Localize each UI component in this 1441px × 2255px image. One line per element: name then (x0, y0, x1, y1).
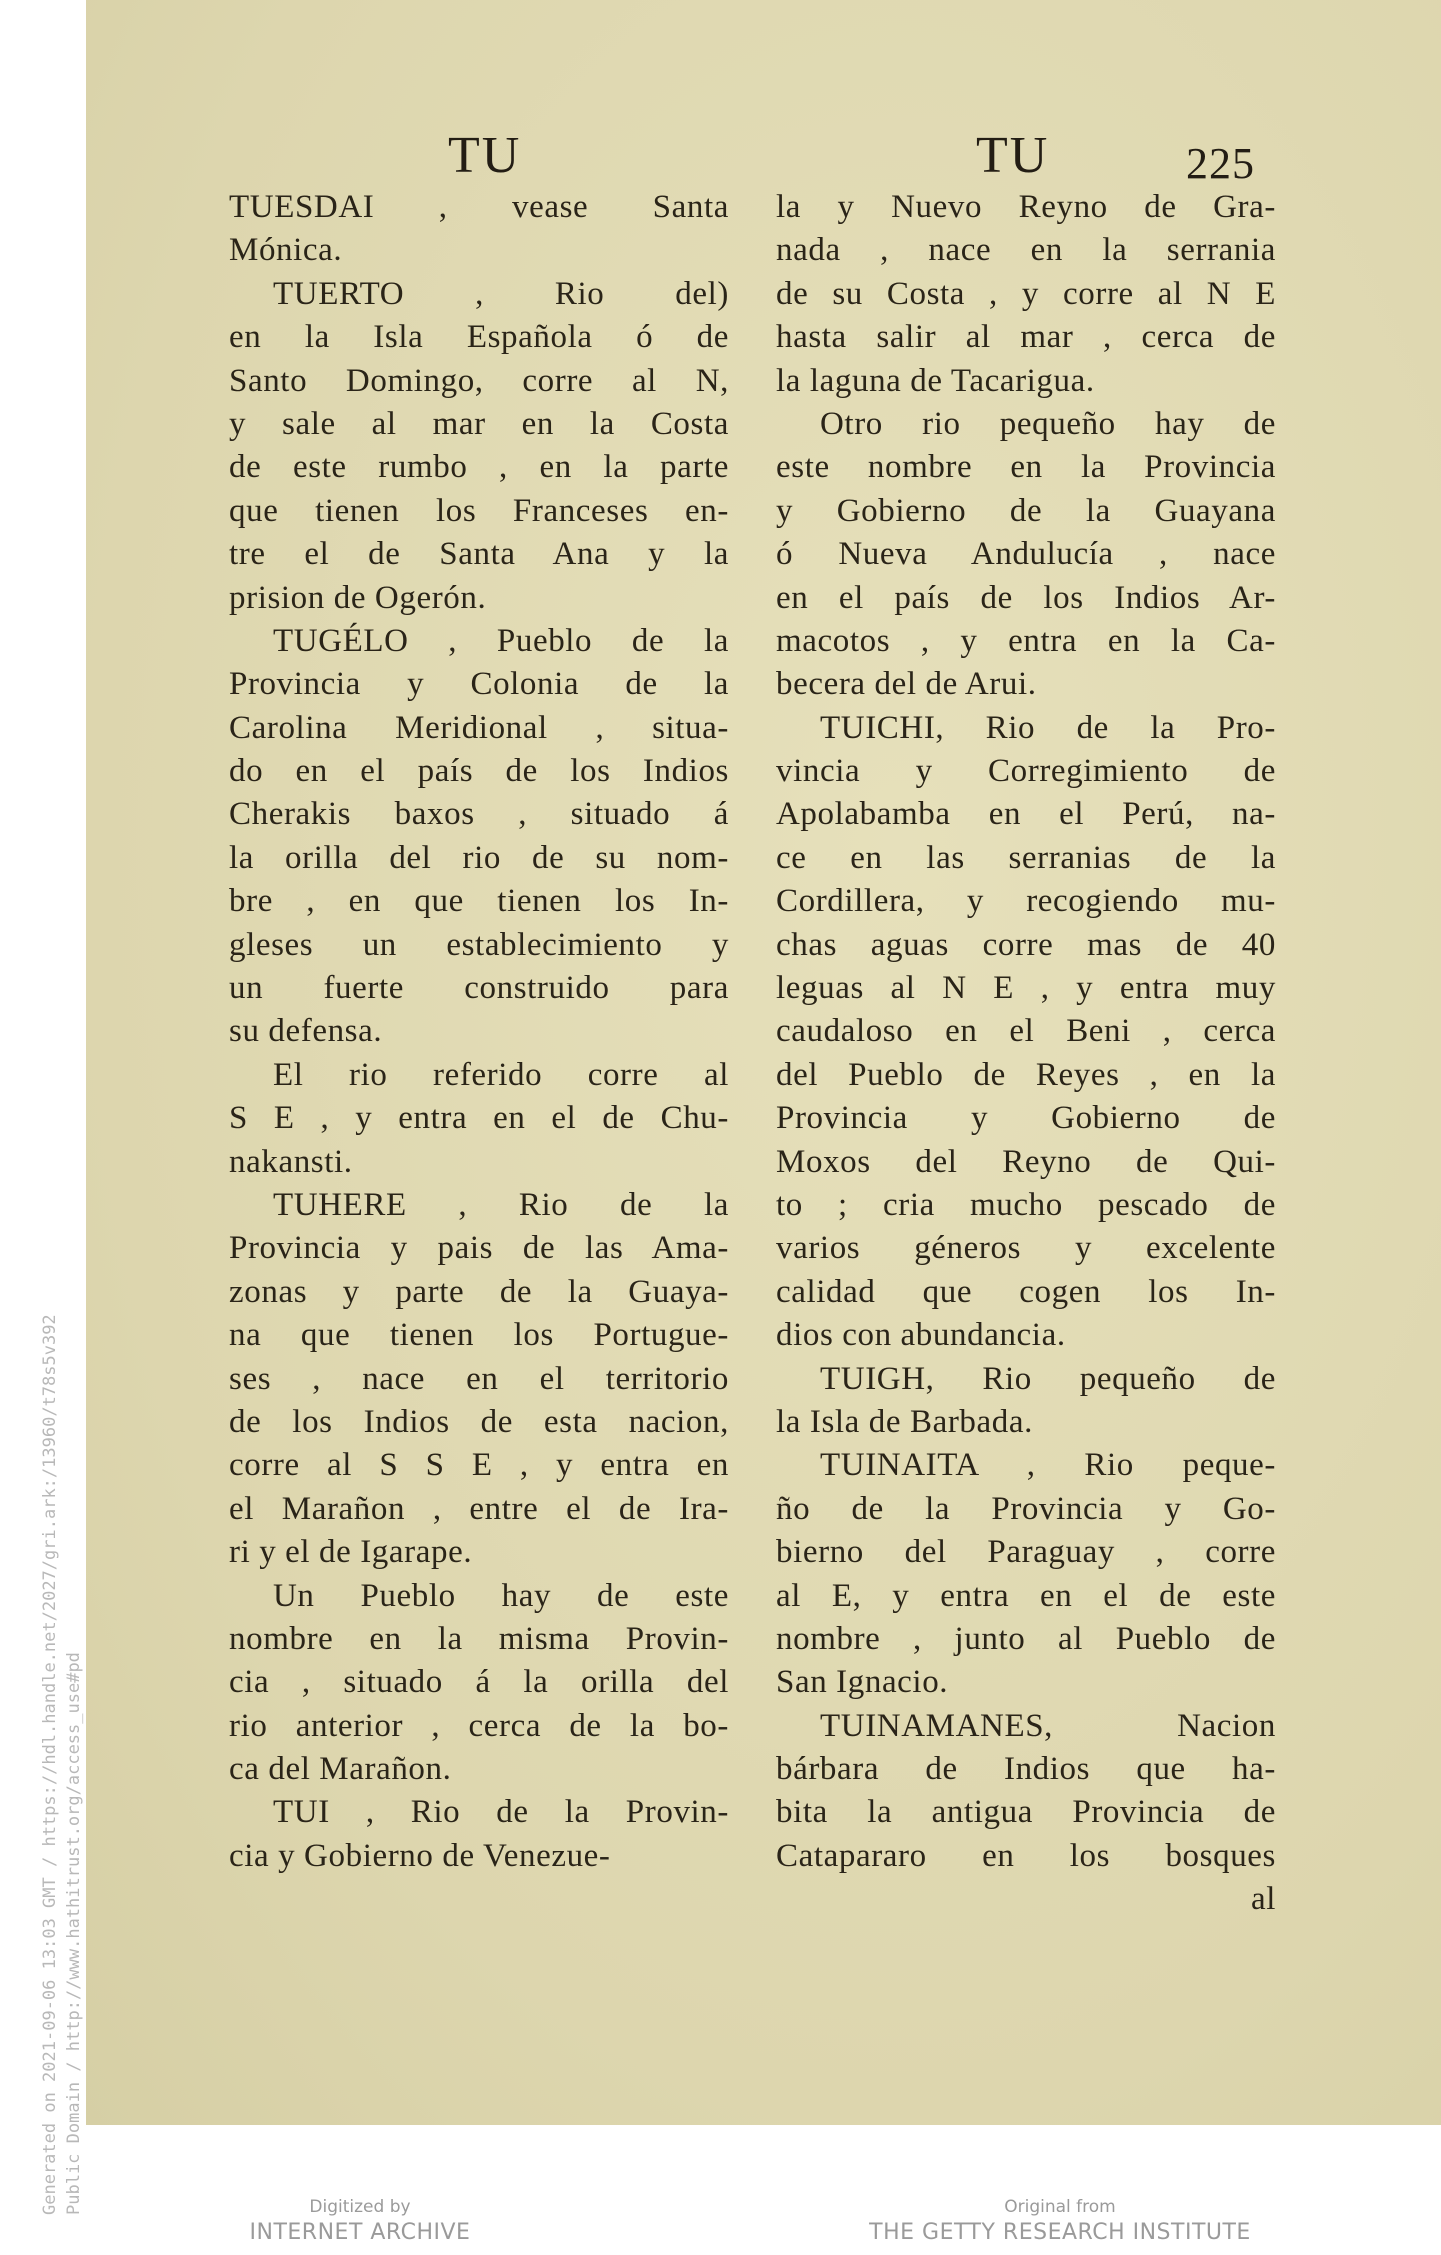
left-column-text (229, 186, 729, 1878)
running-head-left: TU (448, 127, 522, 184)
text-line: el Marañon , entre el de Ira- (229, 1490, 729, 1527)
running-head-right: TU (976, 127, 1050, 184)
text-line: nada , nace en la serrania (776, 232, 1276, 269)
text-line: al E, y entra en el de este (776, 1577, 1276, 1614)
text-line: tre el de Santa Ana y la (229, 536, 729, 573)
generation-stamp (38, 1314, 86, 2215)
text-line: corre al S S E , y entra en (229, 1447, 729, 1484)
text-line: Mónica. (229, 232, 343, 269)
text-line: ce en las serranias de la (776, 839, 1276, 876)
text-line: ño de la Provincia y Go- (776, 1490, 1276, 1527)
text-line: este nombre en la Provincia (776, 449, 1276, 486)
text-line: la Isla de Barbada. (776, 1403, 1033, 1440)
digitized-by-label: Digitized by (309, 2197, 411, 2217)
text-line: ó Nueva Andulucía , nace (776, 536, 1276, 573)
text-line: TUERTO , Rio del) (273, 275, 729, 312)
text-line: de este rumbo , en la parte (229, 449, 729, 486)
text-line: Cherakis baxos , situado á (229, 796, 729, 833)
text-line: de su Costa , y corre al N E (776, 275, 1276, 312)
text-line: ri y el de Igarape. (229, 1534, 473, 1571)
text-line: TUHERE , Rio de la (273, 1186, 729, 1223)
text-line: prision de Ogerón. (229, 579, 487, 616)
text-line: cia y Gobierno de Venezue- (229, 1837, 611, 1874)
text-line: cia , situado á la orilla del (229, 1664, 729, 1701)
text-line: do en el país de los Indios (229, 753, 729, 790)
text-line: un fuerte construido para (229, 970, 729, 1007)
right-column-text (776, 186, 1276, 1922)
text-line: macotos , y entra en la Ca- (776, 622, 1276, 659)
text-line: que tienen los Franceses en- (229, 492, 729, 529)
text-line: nombre en la misma Provin- (229, 1620, 729, 1657)
text-line: gleses un establecimiento y (229, 926, 729, 963)
text-line: S E , y entra en el de Chu- (229, 1100, 729, 1137)
digitized-by-credit (230, 2196, 490, 2248)
text-line: Un Pueblo hay de este (273, 1577, 729, 1614)
text-line: TUINAMANES, Nacion (820, 1707, 1276, 1744)
text-line: ca del Marañon. (229, 1751, 452, 1788)
text-line: TUGÉLO , Pueblo de la (273, 622, 729, 659)
stamp-line-2: Public Domain / http://www.hathitrust.org/access_use#pd (64, 1652, 84, 2215)
text-line: varios géneros y excelente (776, 1230, 1276, 1267)
text-line: al (1250, 1881, 1276, 1918)
stamp-line-1: Generated on 2021-09-06 13:03 GMT / https://hdl.handle.net/2027/gri.ark:/13960/t78s5v392 (40, 1314, 60, 2215)
text-line: la y Nuevo Reyno de Gra- (776, 189, 1276, 225)
text-line: rio anterior , cerca de la bo- (229, 1707, 729, 1744)
text-line: to ; cria mucho pescado de (776, 1186, 1276, 1223)
text-line: y sale al mar en la Costa (229, 405, 729, 442)
text-line: bre , en que tienen los In- (229, 883, 729, 920)
text-line: Provincia y Colonia de la (229, 666, 729, 703)
text-line: y Gobierno de la Guayana (776, 492, 1276, 529)
text-line: TUI , Rio de la Provin- (273, 1794, 729, 1831)
text-line: chas aguas corre mas de 40 (776, 926, 1276, 963)
text-line: su defensa. (229, 1013, 383, 1050)
page-number: 225 (1186, 139, 1255, 188)
internet-archive-label: INTERNET ARCHIVE (249, 2220, 471, 2245)
text-line: Provincia y pais de las Ama- (229, 1230, 729, 1267)
text-line: TUICHI, Rio de la Pro- (820, 709, 1276, 746)
text-line: la laguna de Tacarigua. (776, 362, 1095, 399)
text-line: El rio referido corre al (273, 1056, 729, 1093)
original-from-label: Original from (1004, 2197, 1116, 2217)
text-line: caudaloso en el Beni , cerca (776, 1013, 1276, 1050)
text-line: de los Indios de esta nacion, (229, 1403, 729, 1440)
text-line: Moxos del Reyno de Qui- (776, 1143, 1276, 1180)
text-line: dios con abundancia. (776, 1317, 1066, 1354)
text-line: Santo Domingo, corre al N, (229, 362, 729, 399)
text-line: San Ignacio. (776, 1664, 949, 1701)
text-line: TUIGH, Rio pequeño de (820, 1360, 1276, 1397)
text-line: TUESDAI , vease Santa (229, 189, 729, 225)
text-line: nakansti. (229, 1143, 353, 1180)
text-line: na que tienen los Portugue- (229, 1317, 729, 1354)
text-line: Carolina Meridional , situa- (229, 709, 729, 746)
text-line: bárbara de Indios que ha- (776, 1751, 1276, 1788)
text-line: hasta salir al mar , cerca de (776, 319, 1276, 356)
text-line: en la Isla Española ó de (229, 319, 729, 356)
text-line: bierno del Paraguay , corre (776, 1534, 1276, 1571)
getty-institute-label: THE GETTY RESEARCH INSTITUTE (869, 2220, 1251, 2245)
text-line: TUINAITA , Rio peque- (820, 1447, 1276, 1484)
original-from-credit (860, 2196, 1260, 2248)
text-line: Provincia y Gobierno de (776, 1100, 1276, 1137)
text-line: Otro rio pequeño hay de (820, 405, 1276, 442)
text-line: leguas al N E , y entra muy (776, 970, 1276, 1007)
text-line: ses , nace en el territorio (229, 1360, 729, 1397)
text-line: zonas y parte de la Guaya- (229, 1273, 729, 1310)
text-line: calidad que cogen los In- (776, 1273, 1276, 1310)
text-line: becera del de Arui. (776, 666, 1037, 703)
text-line: Cordillera, y recogiendo mu- (776, 883, 1276, 920)
text-line: Catapararo en los bosques (776, 1837, 1276, 1874)
text-line: del Pueblo de Reyes , en la (776, 1056, 1276, 1093)
text-line: en el país de los Indios Ar- (776, 579, 1276, 616)
text-line: vincia y Corregimiento de (776, 753, 1276, 790)
text-line: la orilla del rio de su nom- (229, 839, 729, 876)
text-line: nombre , junto al Pueblo de (776, 1620, 1276, 1657)
text-line: bita la antigua Provincia de (776, 1794, 1276, 1831)
text-line: Apolabamba en el Perú, na- (776, 796, 1276, 833)
